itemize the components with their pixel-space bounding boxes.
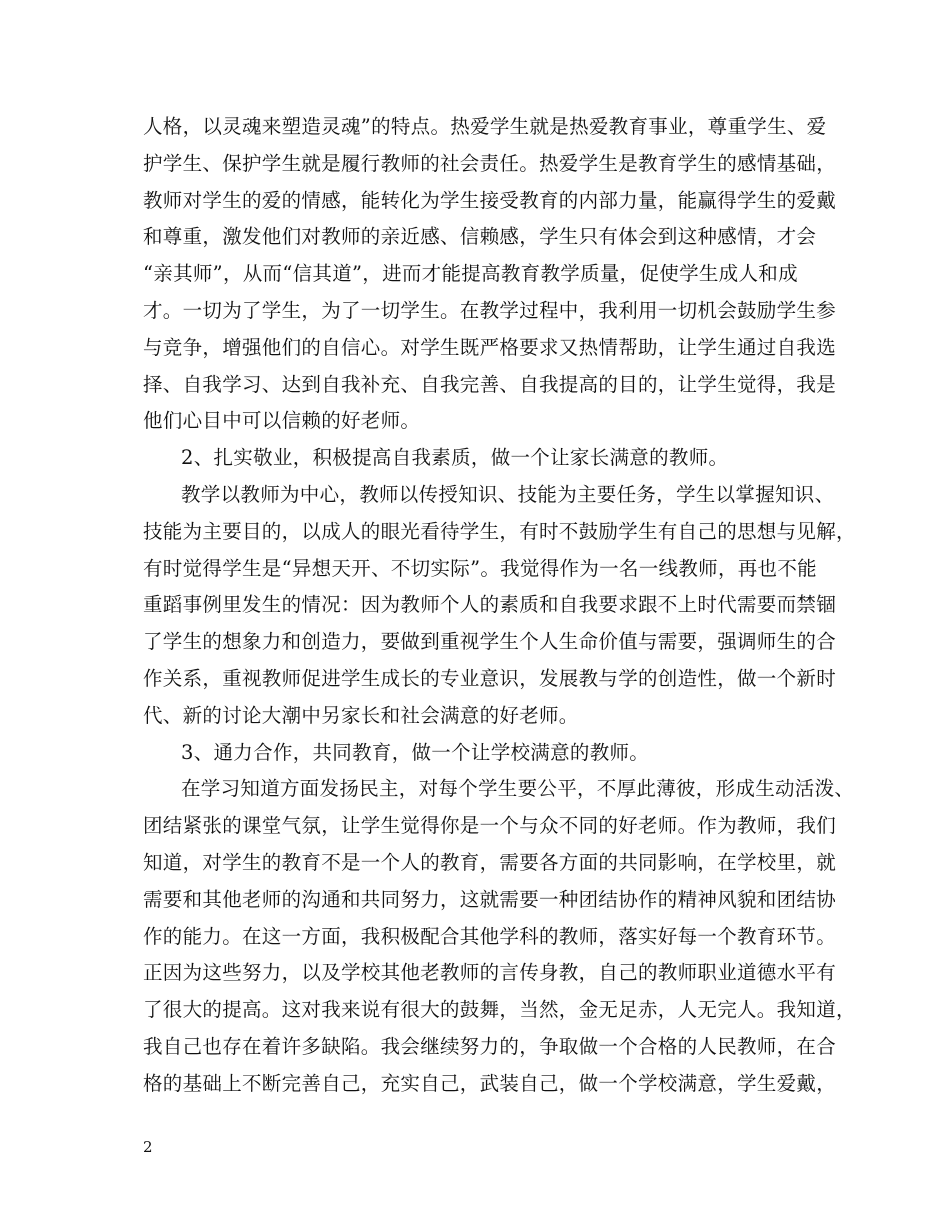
text-line: 知道，对学生的教育不是一个人的教育，需要各方面的共同影响，在学校里，就: [143, 850, 837, 874]
text-line: 团结紧张的课堂气氛，让学生觉得你是一个与众不同的好老师。作为教师，我们: [143, 814, 837, 838]
text-line: 格的基础上不断完善自己，充实自己，武装自己，做一个学校满意，学生爱戴，: [143, 1071, 837, 1095]
body-text: [143, 109, 856, 1103]
text-line: 人格，以灵魂来塑造灵魂”的特点。热爱学生就是热爱教育事业，尊重学生、爱: [143, 115, 827, 138]
text-line: 和尊重，激发他们对教师的亲近感、信赖感，学生只有体会到这种感情，才会: [143, 225, 817, 249]
text-line: 他们心目中可以信赖的好老师。: [143, 409, 421, 433]
text-line: 才。一切为了学生，为了一切学生。在教学过程中，我利用一切机会鼓励学生参: [143, 298, 837, 322]
text-line: 我自己也存在着许多缺陷。我会继续努力的，争取做一个合格的人民教师，在合: [143, 1034, 837, 1058]
text-line: 技能为主要目的，以成人的眼光看待学生，有时不鼓励学生有自己的思想与见解，: [143, 519, 856, 543]
text-line: “亲其师”，从而“信其道”，进而才能提高教育教学质量，促使学生成人和成: [143, 262, 798, 286]
text-line: 重蹈事例里发生的情况：因为教师个人的素质和自我要求跟不上时代需要而禁锢: [143, 593, 837, 617]
text-line: 了学生的想象力和创造力，要做到重视学生个人生命价值与需要，强调师生的合: [143, 630, 837, 654]
section-heading-3: 3、通力合作，共同教育，做一个让学校满意的教师。: [181, 740, 650, 764]
text-line: 与竞争，增强他们的自信心。对学生既严格要求又热情帮助，让学生通过自我选: [143, 335, 837, 359]
text-line: 教师对学生的爱的情感，能转化为学生接受教育的内部力量，能赢得学生的爱戴: [143, 188, 837, 212]
text-line: 需要和其他老师的沟通和共同努力，这就需要一种团结协作的精神风貌和团结协: [143, 887, 837, 911]
text-line: 择、自我学习、达到自我补充、自我完善、自我提高的目的，让学生觉得，我是: [143, 372, 837, 396]
page-number: 2: [143, 1138, 153, 1156]
text-line: 代、新的讨论大潮中另家长和社会满意的好老师。: [143, 703, 579, 727]
text-line: 有时觉得学生是“异想天开、不切实际”。我觉得作为一名一线教师，再也不能: [143, 556, 817, 580]
text-line: 了很大的提高。这对我来说有很大的鼓舞，当然，金无足赤，人无完人。我知道，: [143, 998, 856, 1022]
section-heading-2: 2、扎实敬业，积极提高自我素质，做一个让家长满意的教师。: [181, 446, 729, 470]
text-line: 护学生、保护学生就是履行教师的社会责任。热爱学生是教育学生的感情基础，: [143, 151, 837, 175]
text-line: 正因为这些努力，以及学校其他老教师的言传身教，自己的教师职业道德水平有: [143, 961, 837, 985]
text-line: 作的能力。在这一方面，我积极配合其他学科的教师，落实好每一个教育环节。: [143, 924, 837, 948]
text-line: 作关系，重视教师促进学生成长的专业意识，发展教与学的创造性，做一个新时: [143, 666, 837, 690]
text-line: 教学以教师为中心，教师以传授知识、技能为主要任务，学生以掌握知识、: [181, 482, 835, 506]
text-line: 在学习知道方面发扬民主，对每个学生要公平，不厚此薄彼，形成生动活泼、: [181, 777, 855, 801]
